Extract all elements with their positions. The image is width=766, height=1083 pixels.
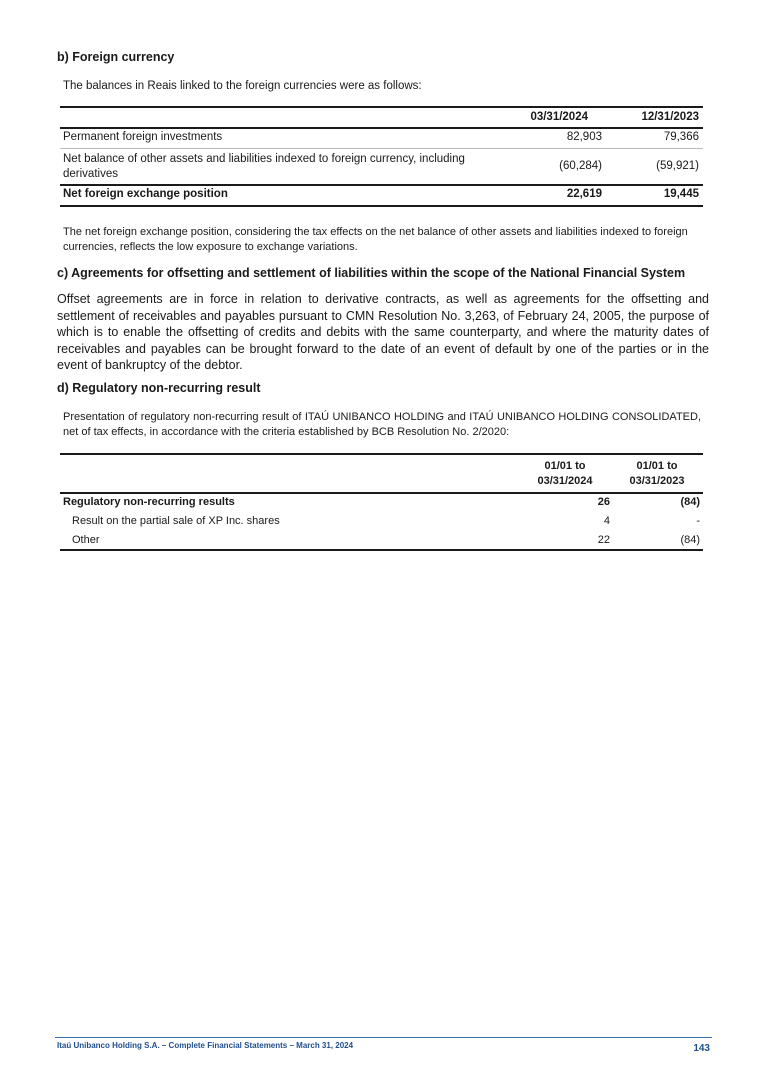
table-top-rule xyxy=(60,106,703,108)
col-header-2023: 12/31/2023 xyxy=(641,111,699,123)
section-c-body: Offset agreements are in force in relation to derivative contracts, as well as agreements for the offsetting and settlement of receivables and payables pursuant to CMN Resolution No. 3,263, of February 24, 2005, the purpose of which is to enable the offsetting of credits and debits with the same counterparty, and where the maturity dates of receivables and payables can be brought forward to the date of an event of default by one of the parties or in the event of bankruptcy of the debtor. xyxy=(57,292,709,372)
total-rule xyxy=(60,184,703,186)
row-value-2023: - xyxy=(696,515,700,527)
row-value-2023: (84) xyxy=(680,534,700,546)
row-value-2024: 4 xyxy=(603,515,610,527)
col-header-2024-line2: 03/31/2024 xyxy=(537,475,593,487)
row-value-2023: (59,921) xyxy=(656,160,699,172)
row-label: Permanent foreign investments xyxy=(63,131,223,143)
header-rule xyxy=(60,127,703,129)
footer-rule xyxy=(55,1037,712,1038)
col-header-2023-line2: 03/31/2023 xyxy=(629,475,685,487)
row-value-2024: 22 xyxy=(597,534,610,546)
total-label: Regulatory non-recurring results xyxy=(63,496,235,508)
total-label: Net foreign exchange position xyxy=(63,188,228,200)
row-value-2023: 79,366 xyxy=(663,131,699,143)
table-bottom-rule xyxy=(60,549,703,551)
section-b-note: The net foreign exchange position, considering the tax effects on the net balance of other assets and liabilities indexed to foreign currencies, reflects the low exposure to exchange variations. xyxy=(63,226,688,253)
row-value-2024: 82,903 xyxy=(566,131,602,143)
col-header-2023 xyxy=(612,459,702,489)
col-header-2024-line1: 01/01 to xyxy=(544,460,586,472)
section-c-heading: c) Agreements for offsetting and settlement of liabilities within the scope of the National Financial System xyxy=(57,266,686,280)
row-label: Net balance of other assets and liabilities indexed to foreign currency, including derivatives xyxy=(63,153,465,180)
row-divider xyxy=(60,148,703,149)
col-header-2024 xyxy=(520,459,610,489)
total-value-2024: 26 xyxy=(597,496,610,508)
section-b-intro: The balances in Reais linked to the foreign currencies were as follows: xyxy=(63,80,422,92)
page-number: 143 xyxy=(693,1043,710,1054)
total-value-2024: 22,619 xyxy=(566,188,602,200)
table-bottom-rule xyxy=(60,205,703,207)
total-value-2023: 19,445 xyxy=(663,188,699,200)
col-header-2024: 03/31/2024 xyxy=(530,111,588,123)
row-value-2024: (60,284) xyxy=(559,160,602,172)
total-value-2023: (84) xyxy=(680,496,700,508)
row-label: Result on the partial sale of XP Inc. shares xyxy=(72,515,280,527)
footer-text: Itaú Unibanco Holding S.A. – Complete Financial Statements – March 31, 2024 xyxy=(57,1041,354,1050)
col-header-2023-line1: 01/01 to xyxy=(636,460,678,472)
section-d-heading: d) Regulatory non-recurring result xyxy=(57,381,261,395)
header-rule xyxy=(60,492,703,494)
section-d-intro: Presentation of regulatory non-recurring result of ITAÚ UNIBANCO HOLDING and ITAÚ UNIBANCO HOLDING CONSOLIDATED, net of tax effects, in accordance with the criteria established by BCB Resolution No. 2/2020: xyxy=(63,411,701,438)
row-label: Other xyxy=(72,534,100,546)
section-b-heading: b) Foreign currency xyxy=(57,50,175,64)
table-top-rule xyxy=(60,453,703,455)
